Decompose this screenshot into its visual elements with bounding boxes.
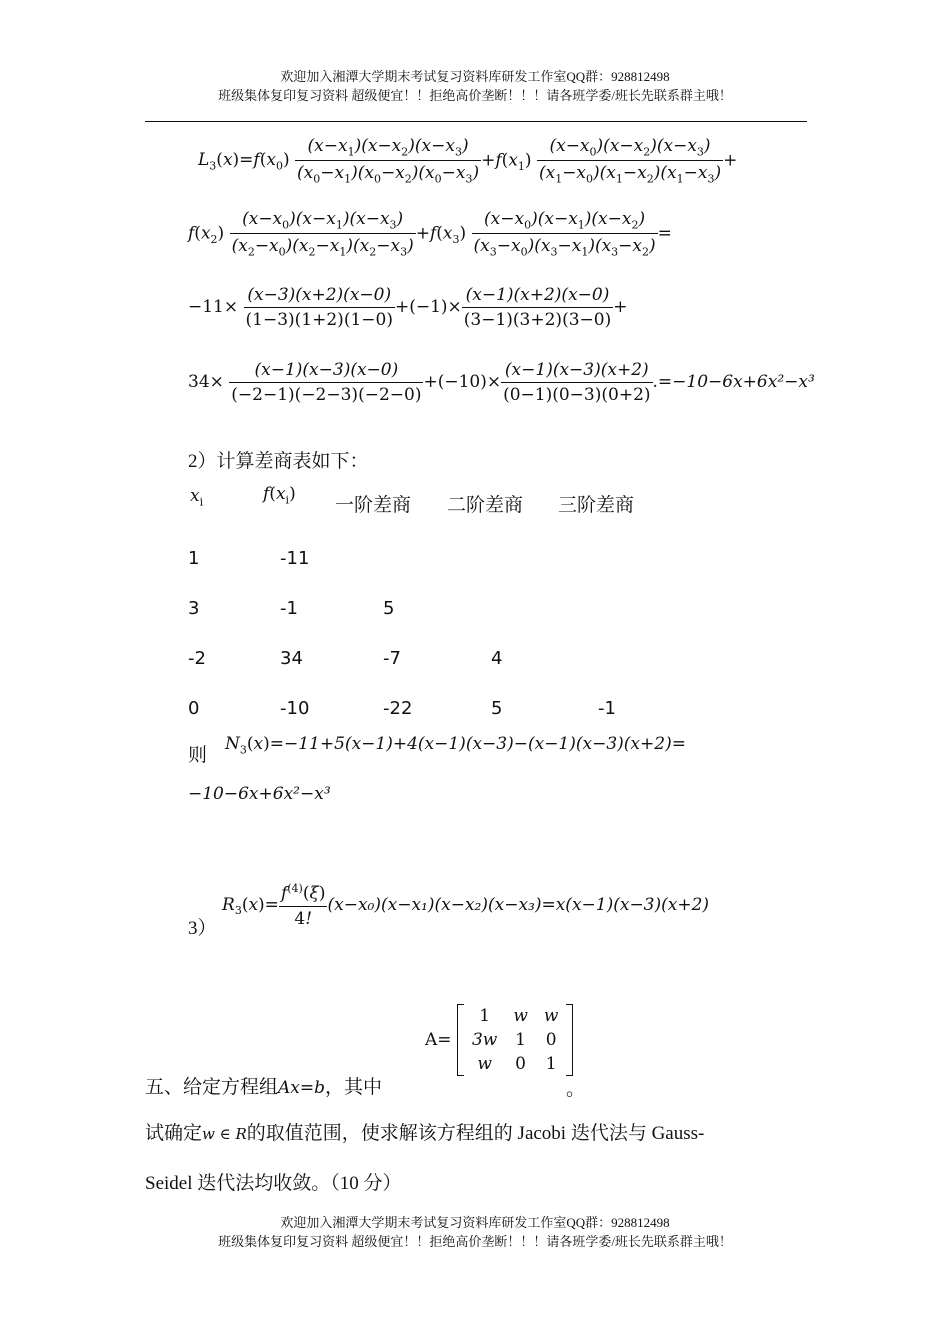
matrix-label: A=: [425, 1030, 452, 1050]
table-cell: -1: [280, 598, 298, 619]
table-cell: -1: [598, 698, 616, 719]
matrix-cell: w: [513, 1006, 528, 1026]
matrix-brackets: [457, 1004, 574, 1076]
table-cell: -10: [280, 698, 310, 719]
header-line-1: 欢迎加入湘潭大学期末考试复习资料库研发工作室QQ群：928812498: [280, 69, 670, 84]
lagrange-result: .=−10−6x+6x²−x³: [652, 372, 815, 392]
remainder-formula: $R_3(x)=$ $\frac{f^{(4)}(\xi)}{4!}$ (x−x₀)(x−x₁)(x−x₂)(x−x₃)=x(x−1)(x−3)(x+2): [222, 882, 710, 929]
table-cell: -7: [383, 648, 401, 669]
matrix-cell: 3w: [471, 1030, 498, 1050]
equation: Ax=b: [278, 1078, 326, 1098]
table-cell: 0: [188, 698, 200, 719]
matrix-cell: 1: [479, 1006, 491, 1026]
header-divider: [145, 121, 807, 122]
header-line-2: 班级集体复印复习资料 超级便宜！！拒绝高价垄断！！！请各班学委/班长先联系群主哦！: [218, 88, 732, 103]
matrix-A: [425, 1004, 573, 1076]
matrix-cell: w: [477, 1054, 492, 1074]
fraction-numerator: (x−3)(x+2)(x−0): [244, 285, 395, 308]
text: 的取值范围，使求解该方程组的 Jacobi 迭代法与 Gauss-: [246, 1123, 705, 1144]
section-5-line-3: Seidel 迭代法均收敛。（10 分）: [145, 1173, 402, 1194]
plus-sign: +: [613, 297, 628, 317]
table-cell: -2: [188, 648, 206, 669]
remainder-rhs: (x−x₀)(x−x₁)(x−x₂)(x−x₃)=x(x−1)(x−3)(x+2): [327, 894, 710, 915]
table-cell: 5: [491, 698, 503, 719]
fraction-denominator: (−2−1)(−2−3)(−2−0): [231, 385, 422, 405]
condition: w ∈ R: [202, 1125, 247, 1143]
table-cell: 5: [383, 598, 395, 619]
col-header-third-diff: 三阶差商: [558, 495, 635, 516]
where-text: ，其中: [325, 1077, 383, 1098]
matrix-end: 。: [566, 1079, 586, 1100]
section-2-title: 2）计算差商表如下：: [188, 451, 369, 472]
term-coef: +(−10)×: [423, 372, 502, 392]
col-header-fx: $f(x_i)$: [263, 484, 296, 507]
matrix-cell: 1: [545, 1054, 557, 1074]
table-cell: -22: [383, 698, 413, 719]
table-cell: -11: [280, 548, 310, 569]
col-header-first-diff: 一阶差商: [335, 495, 412, 516]
matrix-cell: 0: [515, 1054, 526, 1074]
fraction-numerator: (x−1)(x+2)(x−0): [462, 285, 613, 308]
footer-line-1: 欢迎加入湘潭大学期末考试复习资料库研发工作室QQ群：928812498: [280, 1215, 670, 1230]
table-cell: 34: [280, 648, 303, 669]
fraction-denominator: (0−1)(0−3)(0+2): [503, 385, 651, 405]
newton-polynomial: $N_3(x)=-11+5(x-1)+4(x-1)(x-3)-(x-1)(x-3)(x+2)=$: [225, 734, 686, 757]
fraction-numerator: (x−1)(x−3)(x−0): [229, 360, 423, 383]
table-cell: 1: [188, 548, 200, 569]
section-3-label: 3）: [188, 918, 217, 939]
footer-line-2: 班级集体复印复习资料 超级便宜！！拒绝高价垄断！！！请各班学委/班长先联系群主哦！: [218, 1234, 732, 1249]
fraction-denominator: (1−3)(1+2)(1−0): [245, 310, 393, 330]
fraction-denominator: (3−1)(3+2)(3−0): [463, 310, 612, 330]
matrix-cell: w: [543, 1006, 559, 1026]
newton-rhs: =−11+5(x−1)+4(x−1)(x−3)−(x−1)(x−3)(x+2)=: [269, 734, 686, 754]
col-header-x: $x_i$: [190, 486, 204, 509]
col-header-second-diff: 二阶差商: [447, 495, 524, 516]
fraction-numerator: (x−1)(x−3)(x+2): [501, 360, 652, 383]
matrix-cell: 1: [515, 1030, 526, 1050]
section-5-line-2: [145, 1118, 704, 1145]
lagrange-line-2: $f(x_2)$ $\frac{(x-x_0)(x-x_1)(x-x_3)}{(x_2-x_0)(x_2-x_1)(x_2-x_3)}$ $+f(x_3)$ $\frac{(x-x_0)(x-x_1)(x-x_2)}{(x_3-x_0)(x_3-x_1)(x_3-x_2)}$ =: [188, 209, 672, 259]
lagrange-line-3: [188, 285, 627, 330]
then-label: 则: [188, 745, 208, 766]
term-coef: 34×: [188, 372, 224, 392]
newton-result: −10−6x+6x²−x³: [188, 784, 331, 804]
table-cell: 4: [491, 648, 503, 669]
matrix-cell: 0: [545, 1030, 557, 1050]
intro-text: 五、给定方程组: [145, 1077, 279, 1098]
table-cell: 3: [188, 598, 200, 619]
lagrange-line-1: $L_3(x)=f(x_0)$ $\frac{(x-x_1)(x-x_2)(x-x_3)}{(x_0-x_1)(x_0-x_2)(x_0-x_3)}$ $+f(x_1)$ $\frac{(x-x_0)(x-x_2)(x-x_3)}{(x_1-x_0)(x_1-x_2)(x_1-x_3)}$ +: [198, 136, 738, 186]
term-coef: +(−1)×: [394, 297, 462, 317]
lagrange-line-4: [188, 360, 815, 405]
term-coef: −11×: [188, 297, 239, 317]
text: 试确定: [145, 1123, 203, 1144]
section-5-intro: [145, 1072, 382, 1099]
